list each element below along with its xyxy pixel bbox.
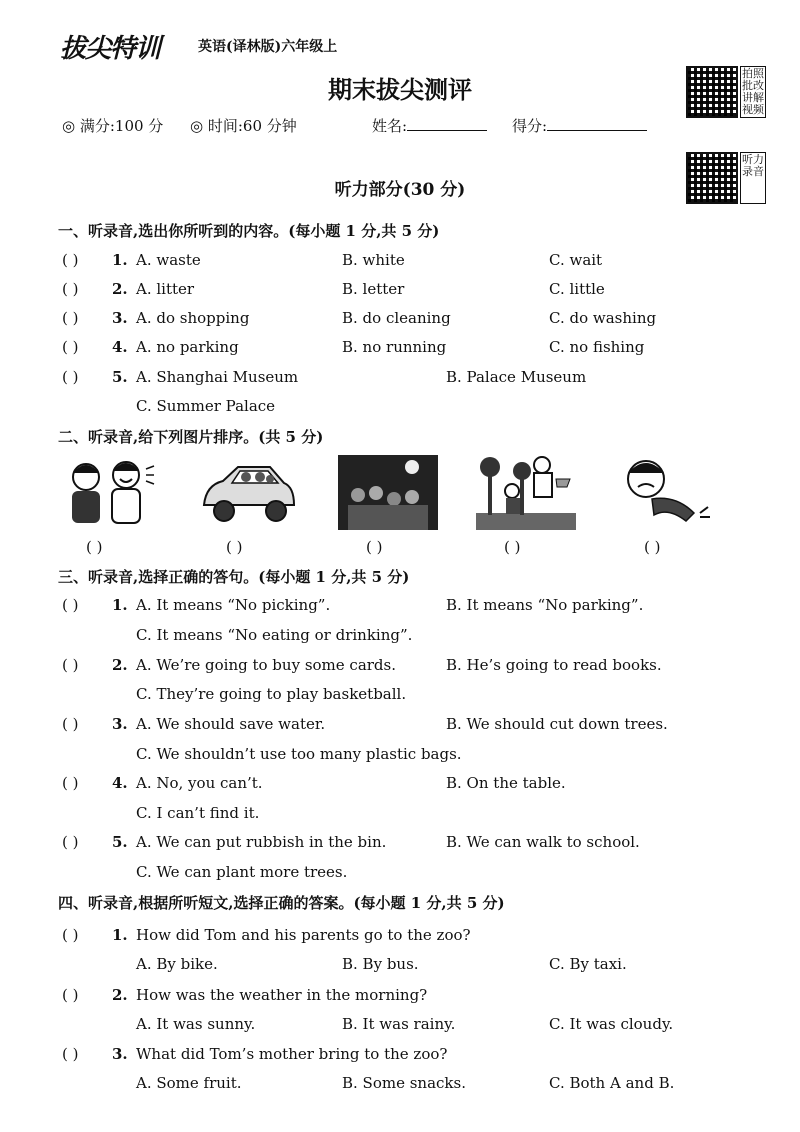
option-b: B. We can walk to school. <box>446 833 640 851</box>
answer-paren[interactable]: ( ) <box>62 280 79 298</box>
option-b: B. By bus. <box>342 955 419 973</box>
item-number: 4. <box>112 338 128 356</box>
answer-paren[interactable]: ( ) <box>62 596 79 614</box>
option-b: B. Palace Museum <box>446 368 587 386</box>
item-number: 2. <box>112 986 128 1004</box>
item-number: 5. <box>112 833 128 851</box>
option-b: B. letter <box>342 280 405 298</box>
score-blank[interactable] <box>547 116 647 131</box>
option-b: B. do cleaning <box>342 309 451 327</box>
qr-label-correction: 拍照批改 讲解视频 <box>742 67 764 116</box>
item-number: 5. <box>112 368 128 386</box>
question-text: How did Tom and his parents go to the zoo? <box>136 926 471 944</box>
answer-paren[interactable]: ( ) <box>62 833 79 851</box>
picture-order-paren-5[interactable]: ( ) <box>644 538 661 556</box>
option-b: B. white <box>342 251 405 269</box>
answer-paren[interactable]: ( ) <box>62 986 79 1004</box>
picture-order-paren-2[interactable]: ( ) <box>226 538 243 556</box>
section1-title: 一、听录音,选出你所听到的内容。(每小题 1 分,共 5 分) <box>58 222 440 240</box>
option-a: A. We’re going to buy some cards. <box>136 656 396 674</box>
option-a: A. no parking <box>136 338 239 356</box>
question-text: What did Tom’s mother bring to the zoo? <box>136 1045 448 1063</box>
answer-paren[interactable]: ( ) <box>62 309 79 327</box>
option-c: C. wait <box>549 251 603 269</box>
option-b: B. He’s going to read books. <box>446 656 662 674</box>
name-label: 姓名: <box>372 117 408 135</box>
option-c: C. By taxi. <box>549 955 627 973</box>
picture-watching-moon <box>338 455 438 530</box>
picture-sick-boy <box>616 455 716 530</box>
section3-title: 三、听录音,选择正确的答句。(每小题 1 分,共 5 分) <box>58 568 410 586</box>
item-number: 3. <box>112 309 128 327</box>
answer-paren[interactable]: ( ) <box>62 338 79 356</box>
answer-paren[interactable]: ( ) <box>62 251 79 269</box>
answer-paren[interactable]: ( ) <box>62 1045 79 1063</box>
item-number: 1. <box>112 596 128 614</box>
option-c: C. I can’t find it. <box>136 804 260 822</box>
option-c: C. It means “No eating or drinking”. <box>136 626 413 644</box>
part-title: 听力部分(30 分) <box>334 180 466 200</box>
option-c: C. do washing <box>549 309 657 327</box>
option-a: A. do shopping <box>136 309 250 327</box>
option-a: A. It means “No picking”. <box>136 596 331 614</box>
answer-paren[interactable]: ( ) <box>62 774 79 792</box>
option-c: C. They’re going to play basketball. <box>136 685 407 703</box>
option-c: C. Summer Palace <box>136 397 276 415</box>
option-a: A. waste <box>136 251 201 269</box>
option-c: C. no fishing <box>549 338 645 356</box>
item-number: 1. <box>112 926 128 944</box>
name-field[interactable] <box>372 115 487 136</box>
picture-two-boys-talking <box>58 455 158 530</box>
item-number: 2. <box>112 280 128 298</box>
option-b: B. It was rainy. <box>342 1015 456 1033</box>
picture-order-paren-4[interactable]: ( ) <box>504 538 521 556</box>
qr-label-audio: 听力录音 <box>740 152 766 204</box>
option-b: B. no running <box>342 338 447 356</box>
picture-order-paren-1[interactable]: ( ) <box>86 538 103 556</box>
full-score: ◎ 满分:100 分 <box>62 117 164 135</box>
question-text: How was the weather in the morning? <box>136 986 428 1004</box>
option-c: C. Both A and B. <box>549 1074 675 1092</box>
item-number: 1. <box>112 251 128 269</box>
option-b: B. We should cut down trees. <box>446 715 668 733</box>
qr-code-icon[interactable] <box>686 66 738 118</box>
option-a: A. It was sunny. <box>136 1015 256 1033</box>
picture-planting-tree <box>476 455 576 530</box>
option-c: C. It was cloudy. <box>549 1015 674 1033</box>
time-limit: ◎ 时间:60 分钟 <box>190 117 297 135</box>
item-number: 3. <box>112 1045 128 1063</box>
option-a: A. litter <box>136 280 195 298</box>
section2-title: 二、听录音,给下列图片排序。(共 5 分) <box>58 428 324 446</box>
picture-family-in-car <box>198 455 298 530</box>
option-a: A. We should save water. <box>136 715 326 733</box>
book-title: 英语(译林版)六年级上 <box>198 39 338 55</box>
page-title: 期末拔尖测评 <box>328 75 472 104</box>
answer-paren[interactable]: ( ) <box>62 656 79 674</box>
score-field[interactable] <box>512 115 647 136</box>
answer-paren[interactable]: ( ) <box>62 926 79 944</box>
answer-paren[interactable]: ( ) <box>62 368 79 386</box>
item-number: 2. <box>112 656 128 674</box>
option-b: B. It means “No parking”. <box>446 596 644 614</box>
brand-logo: 拔尖特训 <box>60 34 161 64</box>
option-a: A. Some fruit. <box>136 1074 242 1092</box>
option-a: A. Shanghai Museum <box>136 368 299 386</box>
option-c: C. We shouldn’t use too many plastic bags. <box>136 745 462 763</box>
option-b: B. Some snacks. <box>342 1074 466 1092</box>
item-number: 4. <box>112 774 128 792</box>
item-number: 3. <box>112 715 128 733</box>
option-b: B. On the table. <box>446 774 566 792</box>
picture-order-paren-3[interactable]: ( ) <box>366 538 383 556</box>
option-c: C. We can plant more trees. <box>136 863 348 881</box>
option-c: C. little <box>549 280 605 298</box>
score-label: 得分: <box>512 117 548 135</box>
option-a: A. By bike. <box>136 955 218 973</box>
name-blank[interactable] <box>407 116 487 131</box>
option-a: A. We can put rubbish in the bin. <box>136 833 387 851</box>
option-a: A. No, you can’t. <box>136 774 263 792</box>
section4-title: 四、听录音,根据所听短文,选择正确的答案。(每小题 1 分,共 5 分) <box>58 894 505 912</box>
answer-paren[interactable]: ( ) <box>62 715 79 733</box>
